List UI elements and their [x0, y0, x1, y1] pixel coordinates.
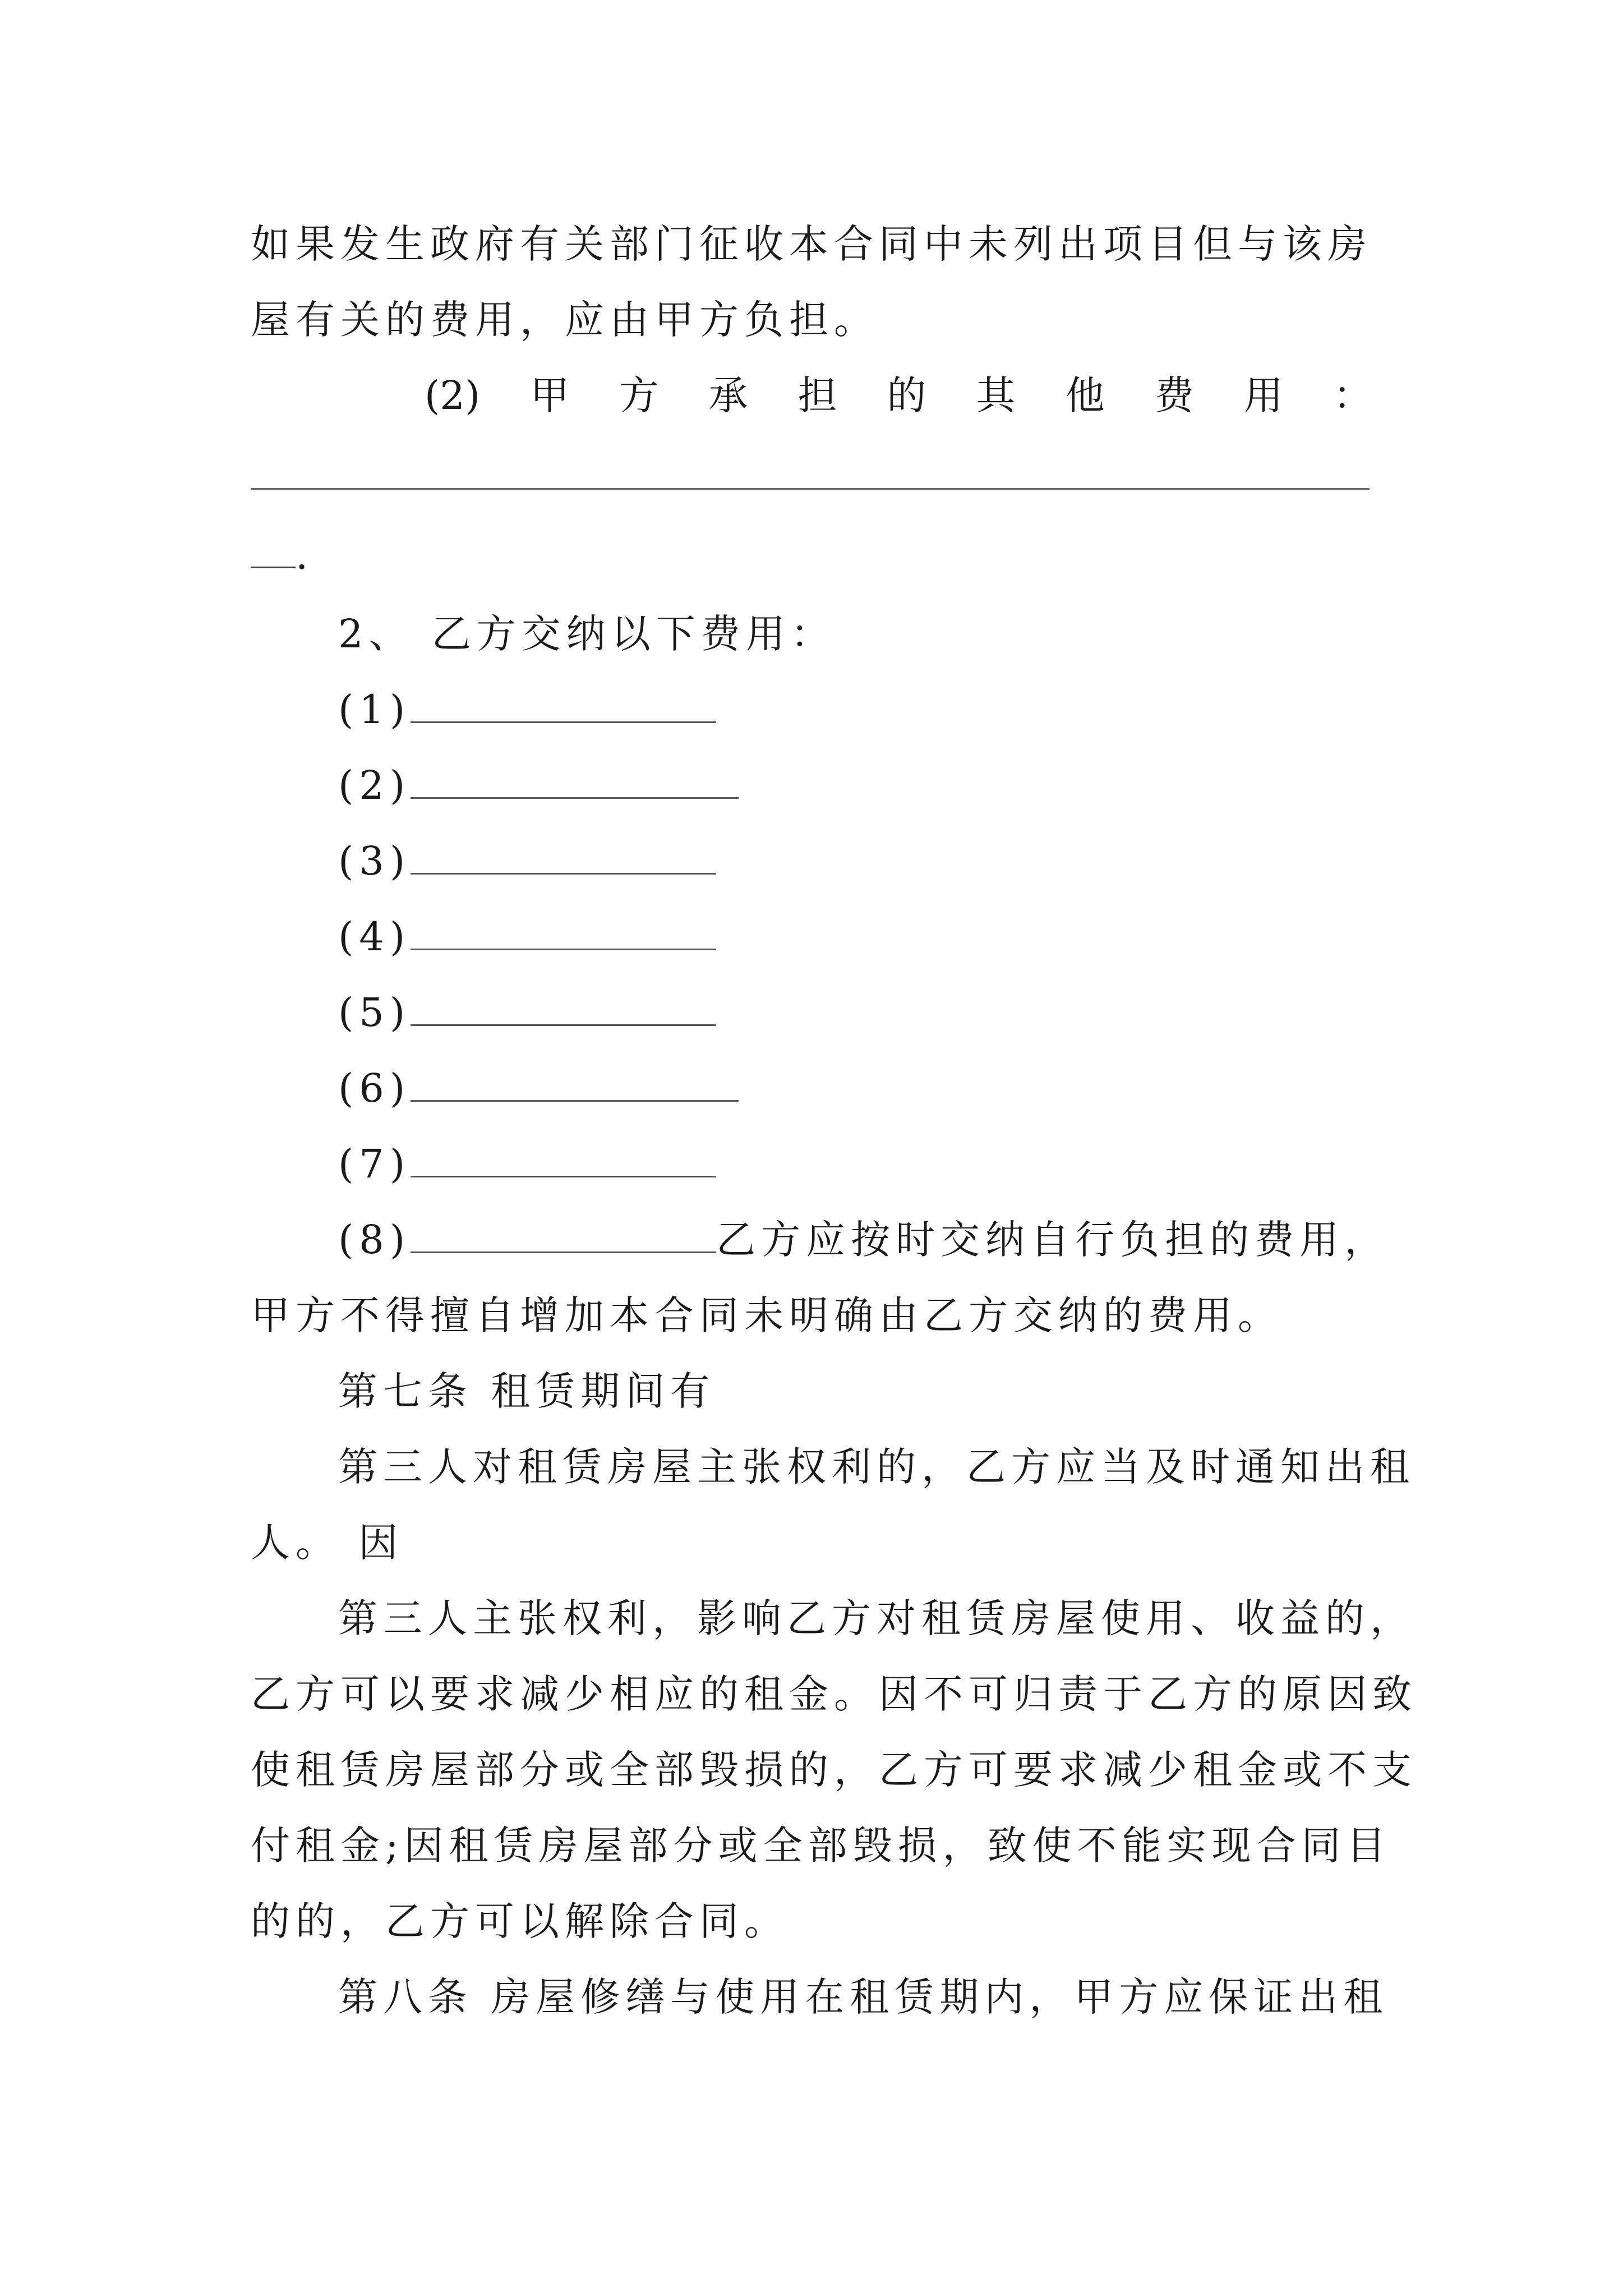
- fill-in-blank-line: [411, 1137, 716, 1177]
- fill-in-blank-line: [251, 567, 296, 568]
- fill-in-blank-line: [411, 1061, 739, 1102]
- fee-item: [338, 682, 716, 738]
- fill-in-blank-line: [411, 682, 716, 723]
- spaced-char: 用: [1243, 372, 1283, 418]
- article-heading: 第七条 租赁期间有: [338, 1368, 716, 1414]
- item-number: (1): [338, 687, 411, 733]
- item-number: (3): [338, 838, 411, 884]
- paragraph-line: 的的，乙方可以解除合同。: [251, 1898, 789, 1944]
- spaced-char: 甲: [530, 372, 570, 418]
- trailing-period: .: [296, 532, 308, 578]
- fill-in-blank-line: [251, 488, 1370, 490]
- other-fees-heading: [251, 367, 1372, 424]
- fee-item: [338, 984, 716, 1041]
- item-number: (4): [338, 914, 411, 960]
- paragraph-line: 付租金;因租赁房屋部分或全部毁损，致使不能实现合同目: [251, 1823, 1391, 1869]
- item-number: (2): [425, 372, 481, 418]
- paragraph-line: 乙方可以要求减少相应的租金。因不可归责于乙方的原因致: [251, 1671, 1417, 1717]
- spaced-char: 费: [1154, 372, 1194, 418]
- fee-item: [338, 909, 716, 965]
- fee-item: [338, 833, 716, 889]
- spaced-char: 方: [619, 372, 659, 418]
- item-number: (2): [338, 762, 411, 808]
- article-heading: 第八条 房屋修缮与使用在租赁期内，甲方应保证出租: [338, 1974, 1389, 2020]
- spaced-char: 其: [976, 372, 1016, 418]
- item-number: (5): [338, 990, 411, 1036]
- paragraph-text: 乙方应按时交纳自行负担的费用，: [716, 1217, 1390, 1263]
- item-number: (6): [338, 1065, 411, 1111]
- spaced-char: ：: [1332, 372, 1372, 418]
- spaced-char: 他: [1065, 372, 1105, 418]
- paragraph-line: 甲方不得擅自增加本合同未明确由乙方交纳的费用。: [251, 1292, 1283, 1338]
- fee-item: [338, 757, 739, 813]
- fill-in-blank-line: [411, 1212, 716, 1253]
- paragraph-line: 人。 因: [251, 1520, 404, 1566]
- paragraph-line: 第三人对租赁房屋主张权利的，乙方应当及时通知出租: [338, 1444, 1415, 1490]
- item-number: (7): [338, 1141, 411, 1187]
- paragraph-line: 第三人主张权利，影响乙方对租赁房屋使用、收益的，: [338, 1595, 1415, 1641]
- fill-in-blank-line: [411, 758, 739, 799]
- paragraph-line: 屋有关的费用，应由甲方负担。: [251, 297, 879, 343]
- fee-item: [338, 1212, 1389, 1268]
- fee-item: [338, 1136, 716, 1192]
- section-heading: 2、 乙方交纳以下费用：: [338, 611, 836, 657]
- fee-item: [338, 1060, 739, 1116]
- spaced-char: 承: [708, 372, 748, 418]
- spaced-char: 的: [887, 372, 926, 418]
- paragraph-line: 使租赁房屋部分或全部毁损的，乙方可要求减少租金或不支: [251, 1747, 1417, 1793]
- fill-in-blank-line: [411, 834, 716, 875]
- fill-in-blank-line: [411, 909, 716, 950]
- item-number: (8): [338, 1217, 411, 1263]
- fill-in-blank-line: [411, 985, 716, 1026]
- spaced-char: 担: [797, 372, 837, 418]
- paragraph-line: 如果发生政府有关部门征收本合同中未列出项目但与该房: [251, 221, 1372, 267]
